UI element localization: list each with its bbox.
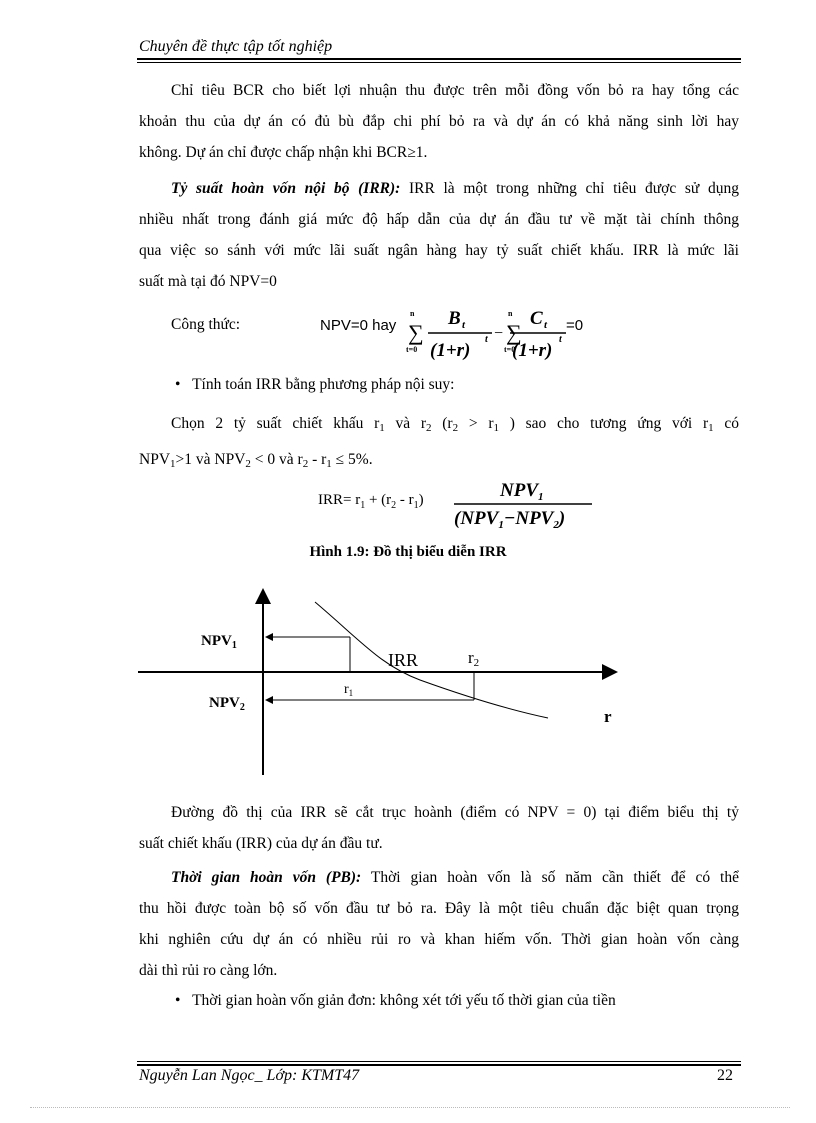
formula-text: )	[418, 492, 424, 508]
formula-sub: 2	[553, 519, 559, 531]
formula-text: NPV	[500, 480, 538, 501]
bullet-text: Thời gian hoàn vốn giản đơn: không xét tới yếu tố thời gian của tiền	[192, 992, 616, 1009]
subscript: 2	[302, 458, 309, 470]
label-text: NPV	[209, 695, 240, 711]
paragraph-pb	[139, 862, 739, 986]
irr-formula-lhs	[318, 492, 424, 511]
text-span: (r	[431, 415, 453, 432]
den-2: (1+r)	[512, 340, 553, 361]
label-sub: 1	[231, 640, 237, 651]
num-c: C	[530, 308, 543, 329]
formula-text: - r	[396, 492, 414, 508]
text-line: dài thì rủi ro càng lớn.	[139, 962, 278, 979]
text-line: Chỉ tiêu BCR cho biết lợi nhuận thu được trên mỗi đồng vốn bỏ ra hay tổng các	[171, 82, 739, 99]
text-line: suất chiết khấu (IRR) của dự án đầu tư.	[139, 835, 383, 852]
text-line: khoản thu của dự án có đủ bù đắp chi phí bỏ ra và dự án có khả năng sinh lời hay	[139, 113, 739, 130]
label-sub: 1	[348, 688, 354, 698]
text-span: >1 và NPV	[175, 451, 246, 468]
bullet-text: Tính toán IRR bằng phương pháp nội suy:	[192, 376, 455, 393]
footer-rule-thin	[137, 1061, 741, 1062]
formula-text: + (r	[365, 492, 392, 508]
formula-lhs: NPV=0 hay	[320, 317, 397, 334]
page-edge-divider	[30, 1107, 790, 1108]
formula-text: −NPV	[503, 508, 554, 529]
text-span: Thời gian hoàn vốn là số năm cần thiết để có thể	[370, 869, 739, 886]
text-span: và r	[384, 415, 427, 432]
irr-graph	[130, 580, 630, 780]
formula-sub: 2	[391, 500, 397, 511]
formula-text: IRR= r	[318, 492, 361, 508]
text-span: Chọn 2 tỷ suất chiết khấu r	[171, 415, 380, 432]
npv1-label	[201, 633, 237, 651]
text-line	[139, 444, 739, 480]
text-span: < 0 và r	[250, 451, 303, 468]
formula-sub: 1	[413, 500, 419, 511]
subscript: 2	[452, 422, 459, 434]
irr-label: IRR	[388, 650, 419, 670]
irr-formula	[310, 476, 610, 532]
text-line: thu hồi được toàn bộ số vốn đầu tư bỏ ra. Đây là một tiêu chuẩn đặc biệt quan trọng	[139, 900, 739, 917]
paragraph-chon	[139, 408, 739, 480]
text-line: khi nghiên cứu dự án có nhiều rủi ro và khan hiếm vốn. Thời gian hoàn vốn càng	[139, 931, 739, 948]
text-line: không. Dự án chỉ được chấp nhận khi BCR≥1.	[139, 144, 428, 161]
sum-top: n	[410, 309, 415, 318]
paragraph-after-graph	[139, 797, 739, 859]
formula-label: Công thức:	[171, 316, 241, 333]
text-line: qua việc so sánh với mức lãi suất ngân hàng hay tỷ suất chiết khấu. IRR là mức lãi	[139, 242, 739, 259]
irr-formula-num	[499, 480, 544, 503]
num-b: B	[448, 308, 461, 329]
formula-sub: 1	[360, 500, 366, 511]
subscript: 1	[170, 458, 176, 470]
text-span: > r	[458, 415, 494, 432]
bullet-icon: •	[175, 376, 181, 393]
subscript: 1	[379, 422, 385, 434]
text-span: IRR là một trong những chỉ tiêu được sử dụng	[409, 180, 739, 197]
den-1-exp: t	[485, 334, 488, 345]
header-rule	[137, 58, 741, 60]
text-line: suất mà tại đó NPV=0	[139, 273, 277, 290]
text-span: - r	[308, 451, 327, 468]
subscript: 1	[326, 458, 332, 470]
sigma-icon: ∑	[506, 320, 522, 345]
text-span: ) sao cho tương ứng với r	[498, 415, 709, 432]
paragraph-bcr	[139, 75, 739, 168]
irr-formula-den	[454, 508, 565, 531]
text-span: ≤ 5%.	[331, 451, 373, 468]
formula-sub: 1	[538, 491, 544, 503]
sigma-icon: ∑	[408, 320, 424, 345]
formula-text: (NPV	[454, 508, 499, 529]
bullet-icon: •	[175, 992, 181, 1009]
subscript: 1	[493, 422, 499, 434]
formula-text: )	[558, 508, 566, 529]
r-axis-label: r	[604, 707, 612, 726]
text-line: nhiều nhất trong đánh giá mức độ hấp dẫn của dự án đầu tư về mặt tài chính thông	[139, 211, 739, 228]
text-line	[139, 173, 739, 204]
irr-heading: Tỷ suất hoàn vốn nội bộ (IRR):	[171, 180, 401, 197]
footer-rule	[137, 1064, 741, 1066]
label-sub: 2	[473, 657, 480, 669]
formula-rhs: =0	[566, 317, 584, 334]
page-header-title: Chuyên đề thực tập tốt nghiệp	[139, 38, 333, 55]
den-2-exp: t	[559, 334, 562, 345]
num-b-sub: t	[462, 319, 466, 331]
bullet-item	[175, 376, 455, 394]
npv2-label	[209, 695, 245, 713]
formula-minus: −	[494, 325, 504, 342]
bullet-item	[175, 992, 616, 1010]
header-rule-thin	[137, 62, 741, 63]
text-span: có	[713, 415, 739, 432]
r2-label	[468, 648, 479, 669]
den-1: (1+r)	[430, 340, 471, 361]
r1-label	[344, 682, 353, 698]
page-number: 22	[717, 1067, 733, 1084]
paragraph-irr	[139, 173, 739, 297]
text-span: NPV	[139, 451, 171, 468]
text-line	[139, 862, 739, 893]
npv-formula	[300, 300, 620, 364]
subscript: 1	[708, 422, 714, 434]
footer-author: Nguyễn Lan Ngọc_ Lớp: KTMT47	[139, 1067, 360, 1084]
label-text: r	[468, 648, 474, 667]
text-line	[139, 408, 739, 444]
sum-top: n	[508, 309, 513, 318]
sum-bottom: t=0	[504, 345, 516, 354]
formula-sub: 1	[498, 519, 504, 531]
pb-heading: Thời gian hoàn vốn (PB):	[171, 869, 362, 886]
figure-caption: Hình 1.9: Đồ thị biểu diễn IRR	[309, 544, 507, 560]
subscript: 2	[245, 458, 251, 470]
subscript: 2	[426, 422, 432, 434]
label-text: r	[344, 682, 349, 697]
sum-bottom: t=0	[406, 345, 418, 354]
label-sub: 2	[239, 702, 245, 713]
label-text: NPV	[201, 633, 232, 649]
text-line: Đường đồ thị của IRR sẽ cắt trục hoành (điểm có NPV = 0) tại điểm biểu thị tỷ	[171, 804, 739, 821]
num-c-sub: t	[544, 319, 548, 331]
